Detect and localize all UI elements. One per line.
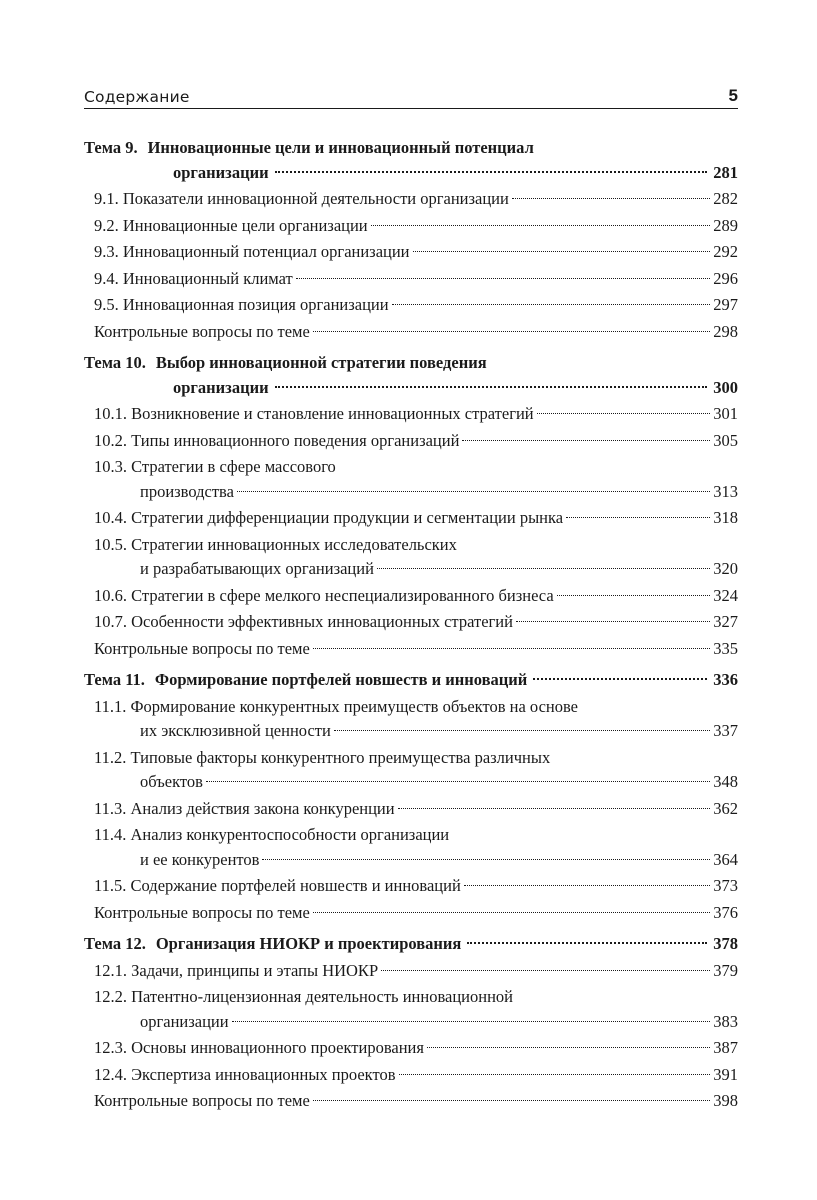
entry-page: 376 xyxy=(713,902,738,922)
entry-page: 282 xyxy=(713,189,738,208)
leader-dots xyxy=(413,251,711,252)
entry-page: 362 xyxy=(713,798,738,818)
toc-entry[interactable] xyxy=(84,1063,738,1088)
entry-text: 11.2. Типовые факторы конкурентного преимущества различных xyxy=(94,747,551,767)
entry-text-continuation: и разрабатывающих организаций xyxy=(140,559,374,578)
entry-page: 398 xyxy=(713,1091,738,1110)
topic-number: Тема 9. xyxy=(84,138,138,157)
entry-text: 10.7. Особенности эффективных инновационных стратегий xyxy=(94,612,513,631)
topic-title: Формирование портфелей новшеств и инноваций xyxy=(154,670,528,689)
topic-number: Тема 12. xyxy=(84,934,146,953)
leader-dots xyxy=(398,808,711,809)
topic-title-continuation[interactable]: организации 281 xyxy=(84,161,738,186)
entry-text: 9.4. Инновационный климат xyxy=(94,268,293,288)
leader-dots xyxy=(296,278,711,279)
leader-dots xyxy=(232,1021,711,1022)
entry-page: 391 xyxy=(713,1064,738,1084)
leader-dots xyxy=(467,942,707,944)
toc-entry[interactable] xyxy=(84,267,738,292)
toc-entry-multiline[interactable] xyxy=(84,533,738,582)
topic-heading xyxy=(84,932,738,957)
leader-dots xyxy=(399,1074,711,1075)
entry-text-continuation: и ее конкурентов xyxy=(140,849,260,869)
toc-entry[interactable] xyxy=(84,1036,738,1061)
page-number: 5 xyxy=(728,86,738,105)
toc-entry-questions[interactable] xyxy=(84,637,738,662)
leader-dots xyxy=(313,1100,710,1101)
leader-dots xyxy=(512,198,710,199)
toc-entry[interactable] xyxy=(84,874,738,899)
toc-entry[interactable] xyxy=(84,797,738,822)
entry-page: 320 xyxy=(713,559,738,578)
entry-text: 10.1. Возникновение и становление инновационных стратегий xyxy=(94,404,534,423)
toc-entry[interactable] xyxy=(84,610,738,635)
topic-title: Инновационные цели и инновационный потенциал xyxy=(147,138,534,157)
topic-number: Тема 11. xyxy=(84,670,145,689)
entry-page: 387 xyxy=(713,1038,738,1057)
entry-page: 297 xyxy=(713,295,738,314)
toc-entry[interactable] xyxy=(84,584,738,609)
entry-page: 335 xyxy=(713,638,738,658)
entry-text: 10.5. Стратегии инновационных исследовательских xyxy=(94,534,457,554)
toc-entry-questions[interactable] xyxy=(84,1089,738,1114)
entry-text: Контрольные вопросы по теме xyxy=(94,902,310,922)
toc-entry[interactable] xyxy=(84,959,738,984)
toc-entry-questions[interactable] xyxy=(84,320,738,345)
entry-text: 10.6. Стратегии в сфере мелкого неспециализированного бизнеса xyxy=(94,585,554,605)
toc-entry[interactable] xyxy=(84,402,738,427)
topic-number: Тема 10. xyxy=(84,353,146,372)
toc-entry[interactable] xyxy=(84,240,738,265)
leader-dots xyxy=(262,859,710,860)
entry-text: 12.1. Задачи, принципы и этапы НИОКР xyxy=(94,960,379,980)
entry-page: 379 xyxy=(713,960,738,980)
leader-dots xyxy=(237,491,710,492)
topic-title-row[interactable] xyxy=(84,668,738,693)
leader-dots xyxy=(557,595,711,596)
toc-topic-9 xyxy=(84,136,738,344)
entry-page: 318 xyxy=(713,508,738,527)
toc-entry-multiline[interactable] xyxy=(84,695,738,744)
toc-entry-questions[interactable] xyxy=(84,901,738,926)
entry-page: 298 xyxy=(713,321,738,341)
toc-topic-11 xyxy=(84,668,738,925)
entry-text-continuation: организации xyxy=(140,1011,229,1031)
entry-text: 10.4. Стратегии дифференциации продукции и сегментации рынка xyxy=(94,508,564,527)
leader-dots xyxy=(313,912,710,913)
entry-page: 292 xyxy=(713,242,738,261)
entry-text: 9.3. Инновационный потенциал организации xyxy=(94,242,410,261)
topic-title: Организация НИОКР и проектирования xyxy=(155,934,462,953)
toc-entry[interactable] xyxy=(84,506,738,531)
entry-text: 11.4. Анализ конкурентоспособности организации xyxy=(94,825,450,844)
leader-dots xyxy=(377,568,710,569)
leader-dots xyxy=(313,331,710,332)
entry-page: 289 xyxy=(713,215,738,235)
topic-title-row[interactable] xyxy=(84,932,738,957)
leader-dots xyxy=(381,970,710,971)
entry-page: 324 xyxy=(713,585,738,605)
entry-text: 9.2. Инновационные цели организации xyxy=(94,215,368,235)
entry-text: 11.3. Анализ действия закона конкуренции xyxy=(94,798,395,818)
toc-topic-12 xyxy=(84,932,738,1114)
entry-page: 364 xyxy=(713,849,738,869)
entry-page: 296 xyxy=(713,268,738,288)
entry-page: 383 xyxy=(713,1011,738,1031)
toc-entry[interactable] xyxy=(84,293,738,318)
topic-page: 378 xyxy=(713,934,738,953)
entry-page: 301 xyxy=(713,404,738,423)
table-of-contents xyxy=(84,136,738,1121)
entry-text-continuation: производства xyxy=(140,481,234,501)
leader-dots xyxy=(371,225,711,226)
leader-dots xyxy=(464,885,710,886)
leader-dots xyxy=(516,621,710,622)
topic-page: 300 xyxy=(713,377,738,397)
running-header xyxy=(84,86,738,109)
entry-text-continuation: их эксклюзивной ценности xyxy=(140,721,331,740)
entry-page: 348 xyxy=(713,772,738,791)
entry-text: 10.3. Стратегии в сфере массового xyxy=(94,457,336,476)
toc-entry-multiline[interactable] xyxy=(84,746,738,795)
leader-dots xyxy=(392,304,711,305)
topic-title: Выбор инновационной стратегии поведения xyxy=(155,353,487,372)
leader-dots xyxy=(313,648,710,649)
toc-entry[interactable] xyxy=(84,429,738,454)
leader-dots xyxy=(275,386,708,388)
leader-dots xyxy=(275,171,708,173)
entry-text: 12.3. Основы инновационного проектирования xyxy=(94,1038,424,1057)
leader-dots xyxy=(206,781,710,782)
entry-text: 12.4. Экспертиза инновационных проектов xyxy=(94,1064,396,1084)
entry-text: 11.1. Формирование конкурентных преимуществ объектов на основе xyxy=(94,696,578,716)
topic-heading xyxy=(84,351,738,400)
leader-dots xyxy=(334,730,710,731)
toc-entry-multiline[interactable] xyxy=(84,823,738,872)
entry-page: 337 xyxy=(713,721,738,740)
entry-text: 10.2. Типы инновационного поведения организаций xyxy=(94,430,460,450)
entry-text: 9.1. Показатели инновационной деятельности организации xyxy=(94,189,509,208)
topic-title-continuation[interactable]: организации 300 xyxy=(84,376,738,401)
leader-dots xyxy=(537,413,711,414)
topic-heading xyxy=(84,136,738,185)
entry-text: Контрольные вопросы по теме xyxy=(94,321,310,341)
leader-dots xyxy=(566,517,710,518)
entry-page: 313 xyxy=(713,481,738,501)
entry-text: Контрольные вопросы по теме xyxy=(94,1091,310,1110)
toc-entry-multiline[interactable] xyxy=(84,985,738,1034)
entry-text: 11.5. Содержание портфелей новшеств и инноваций xyxy=(94,876,461,895)
toc-entry-multiline[interactable] xyxy=(84,455,738,504)
entry-page: 305 xyxy=(713,430,738,450)
leader-dots xyxy=(462,440,710,441)
entry-text: 12.2. Патентно-лицензионная деятельность инновационной xyxy=(94,987,513,1006)
running-header-title: Содержание xyxy=(84,88,190,106)
toc-entry[interactable] xyxy=(84,214,738,239)
entry-text: 9.5. Инновационная позиция организации xyxy=(94,295,389,314)
toc-topic-10 xyxy=(84,351,738,661)
entry-text: Контрольные вопросы по теме xyxy=(94,638,310,658)
topic-heading xyxy=(84,668,738,693)
entry-page: 373 xyxy=(713,876,738,895)
topic-page: 336 xyxy=(713,670,738,689)
leader-dots xyxy=(427,1047,710,1048)
entry-text-continuation: объектов xyxy=(140,772,203,791)
topic-page: 281 xyxy=(713,162,738,182)
leader-dots xyxy=(533,678,707,680)
entry-page: 327 xyxy=(713,612,738,631)
toc-entry[interactable] xyxy=(84,187,738,212)
